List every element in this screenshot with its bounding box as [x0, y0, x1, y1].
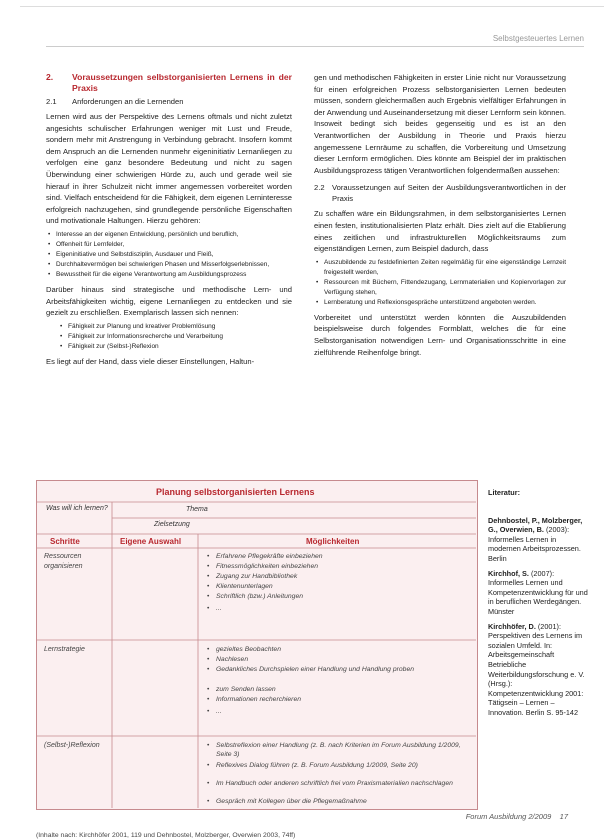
option-item: • gezieltes Beobachten: [216, 645, 466, 654]
column-header-options: Möglichkeiten: [306, 537, 360, 546]
planning-form-figure: [36, 480, 478, 830]
list-item: • Interesse an der eigenen Entwicklung, persönlich und beruflich,: [56, 230, 292, 240]
option-item: • Fitnessmöglichkeiten einbeziehen: [216, 562, 466, 571]
paragraph: Vorbereitet und unterstützt werden könnten die Auszubildenden beispielsweise durch folgendes Formblatt, welches die für eine Selbstorganisation notwendigen Lern- und Organisationsschritte in eine zielführende Reihenfolge bringt.: [314, 312, 566, 357]
option-item: • zum Senden lassen: [216, 685, 466, 694]
list-measures: [314, 258, 566, 308]
row-label-resources: Ressourcen organisieren: [44, 553, 83, 570]
list-methodical-skills: [46, 322, 292, 352]
right-column: [314, 72, 566, 361]
list-item: • Lernberatung und Reflexionsgespräche unterstützend angeboten werden.: [324, 298, 566, 308]
list-item: • Offenheit für Lernfelder,: [56, 240, 292, 250]
literature-title: Literatur:: [488, 488, 521, 497]
list-item: • Bewusstheit für die eigene Verantwortung am Ausbildungsprozess: [56, 270, 292, 280]
literature-authors: Kirchhof, S.: [488, 568, 529, 578]
option-item: • Informationen recherchieren: [216, 695, 466, 704]
option-item: • Gedankliches Durchspielen einer Handlung und Handlung proben: [216, 665, 466, 674]
literature-entry: [488, 622, 588, 718]
list-item: • Eigeninitiative und Selbstdisziplin, Ausdauer und Fleiß,: [56, 250, 292, 260]
section-heading: [46, 72, 292, 94]
paragraph: Darüber hinaus sind strategische und methodische Lern- und Arbeitsfähigkeiten wichtig, eigene Lernanliegen zu entdecken und sie gezielt zu erschließen. Exemplarisch lassen sich nennen:: [46, 284, 292, 318]
section-title: Voraussetzungen selbstorganisierten Lernens in der Praxis: [72, 72, 292, 93]
question-label: Was will ich lernen?: [46, 505, 108, 512]
running-header: Selbstgesteuertes Lernen: [492, 34, 584, 43]
option-item: • Im Handbuch oder anderen schriftlich frei vom Praxismaterialien nachschlagen: [216, 779, 466, 788]
option-item: • ...: [216, 604, 466, 613]
row-label-strategy: Lernstrategie: [44, 646, 85, 653]
option-item: • Reflexives Dialog führen (z. B. Forum Ausbildung 1/2009, Seite 20): [216, 761, 466, 770]
list-item: • Ressourcen mit Büchern, Fittendezugang, Lernmaterialien und Kopiervorlagen zur Verfügung stehen,: [324, 278, 566, 298]
column-header-own-choice: Eigene Auswahl: [120, 537, 182, 546]
option-item: • ...: [216, 707, 466, 716]
paragraph: gen und methodischen Fähigkeiten in erster Linie nicht nur Voraussetzung für einen erfolgreichen Prozess selbstorganisierten Lernen bedeuten müssen, sondern gleichermaßen auch Ergebnis vielfältiger Erfahrungen in der Anwendung und Auseinandersetzung mit dieser Lernform sein können. Insoweit bedingt sich beides gegenseitig und es ist an den Verantwortlichen der Ausbildung in Theorie und Praxis hierzu angemessene Lernräume zu schaffen, die Vorbereitung und Umsetzung dieser Lernform ermöglichen. Dies könnte am Beispiel der im praktischen Ausbildungsprozess tätigen Verantwortlichen folgendermaßen aussehen:: [314, 73, 566, 175]
option-item: • Zugang zur Handbibliothek: [216, 572, 466, 581]
list-item: • Fähigkeit zur Informationsrecherche und Verarbeitung: [68, 332, 292, 342]
literature-sidebar: [488, 488, 588, 722]
list-item: • Fähigkeit zur (Selbst-)Reflexion: [68, 342, 292, 352]
left-column: [46, 72, 292, 370]
paragraph: Zu schaffen wäre ein Bildungsrahmen, in dem selbstorganisiertes Lernen einen festen, institutionalisierten Platz erhält. Dies zielt auf die Etablierung eines zeitlichen und infrastrukturellen Möglichkeitsraums zum eigenständigen Lernen, zum Beispiel dadurch, dass: [314, 209, 566, 254]
figure-source: (Inhalte nach: Kirchhöfer 2001, 119 und Dehnbostel, Molzberger, Overwien 2003, 74ff): [36, 832, 296, 839]
list-item: • Auszubildende zu festdefinierten Zeiten regelmäßig für eine eigenständige Lernzeit freigestellt werden,: [324, 258, 566, 278]
option-item: • Gespräch mit Kollegen über die Pflegemaßnahme: [216, 797, 466, 806]
figure-title: Planung selbstorganisierten Lernens: [156, 487, 315, 497]
subsection-title: Anforderungen an die Lernenden: [72, 97, 184, 106]
literature-text: (2001): Perspektiven des Lernens im sozialen Umfeld. In: Arbeitsgemeinschaft Betriebliche Weiterbildungsforschung e. V. (Hrsg.): Kompetenzentwicklung 2001: Tätigsein – Lernen – Innovation. Berlin S. 95-142: [488, 621, 585, 717]
subsection-number: 2.1: [46, 97, 57, 106]
list-personal-traits: [46, 230, 292, 280]
section-number: 2.: [46, 72, 54, 82]
option-item: • Schriftlich (bzw.) Anleitungen: [216, 592, 466, 601]
option-item: • Nachlesen: [216, 655, 466, 664]
option-item: • Selbstreflexion einer Handlung (z. B. nach Kriterien im Forum Ausbildung 1/2009, Seite 3): [216, 741, 466, 759]
literature-entry: [488, 516, 588, 564]
subsection-heading-2-2: [314, 182, 566, 204]
literature-entry: [488, 569, 588, 617]
literature-authors: Dehnbostel, P., Molzberger, G., Overwien, B.: [488, 515, 583, 535]
list-item: • Fähigkeit zur Planung und kreativer Problemlösung: [68, 322, 292, 332]
subsection-title: Voraussetzungen auf Seiten der Ausbildungsverantwortlichen in der Praxis: [332, 183, 566, 204]
subsection-number: 2.2: [314, 183, 325, 193]
thema-label: Thema: [186, 506, 208, 513]
literature-text: (2003): Informelles Lernen in modernen Arbeitsprozessen. Berlin: [488, 525, 581, 563]
row-label-reflection: (Selbst-)Reflexion: [44, 742, 100, 749]
top-rule: [20, 0, 604, 7]
journal-name: Forum Ausbildung 2/2009: [465, 812, 552, 821]
literature-authors: Kirchhöfer, D.: [488, 621, 536, 631]
column-header-steps: Schritte: [50, 537, 80, 546]
list-item: • Durchhaltevermögen bei schwierigen Phasen und Misserfolgserlebnissen,: [56, 260, 292, 270]
paragraph: Lernen wird aus der Perspektive des Lernens oftmals und nicht zuletzt angesichts schulischer Erfahrungen weniger mit Lust und Freude, sondern mehr mit Anstrengung in Verbindung gebracht. Insofern kommt dem Anspruch an die Lernenden nunmehr eigeninitiativ Lernanliegen zu verfolgen eine ganz besondere Bedeutung und nicht zu sagen Überwindung einer schwierigen Hürde zu, auch und gerade weil sie hierauf in ihrer Schulzeit nicht immer angemessen vorbereitet worden sind. Vielfach entscheidend für die Fähigkeit, dem eigenen Lerninteresse erfolgreich nachzugehen, sind grundlegende persönliche Eigenschaften und motivationale Haltungen. Hierzu gehören:: [46, 112, 292, 226]
literature-text: (2007): Informelles Lernen und Kompetenzentwicklung für und in beruflichen Werdegängen. Münster: [488, 568, 588, 616]
subsection-heading-2-1: [46, 96, 292, 107]
page-footer: [466, 812, 568, 821]
zielsetzung-label: Zielsetzung: [154, 521, 190, 528]
paragraph: Es liegt auf der Hand, dass viele dieser Einstellungen, Haltun-: [46, 356, 255, 366]
option-item: • Klientenunterlagen: [216, 582, 466, 591]
header-rule: [46, 46, 584, 47]
option-item: • Erfahrene Pflegekräfte einbeziehen: [216, 552, 466, 561]
page-number: 17: [559, 812, 568, 821]
